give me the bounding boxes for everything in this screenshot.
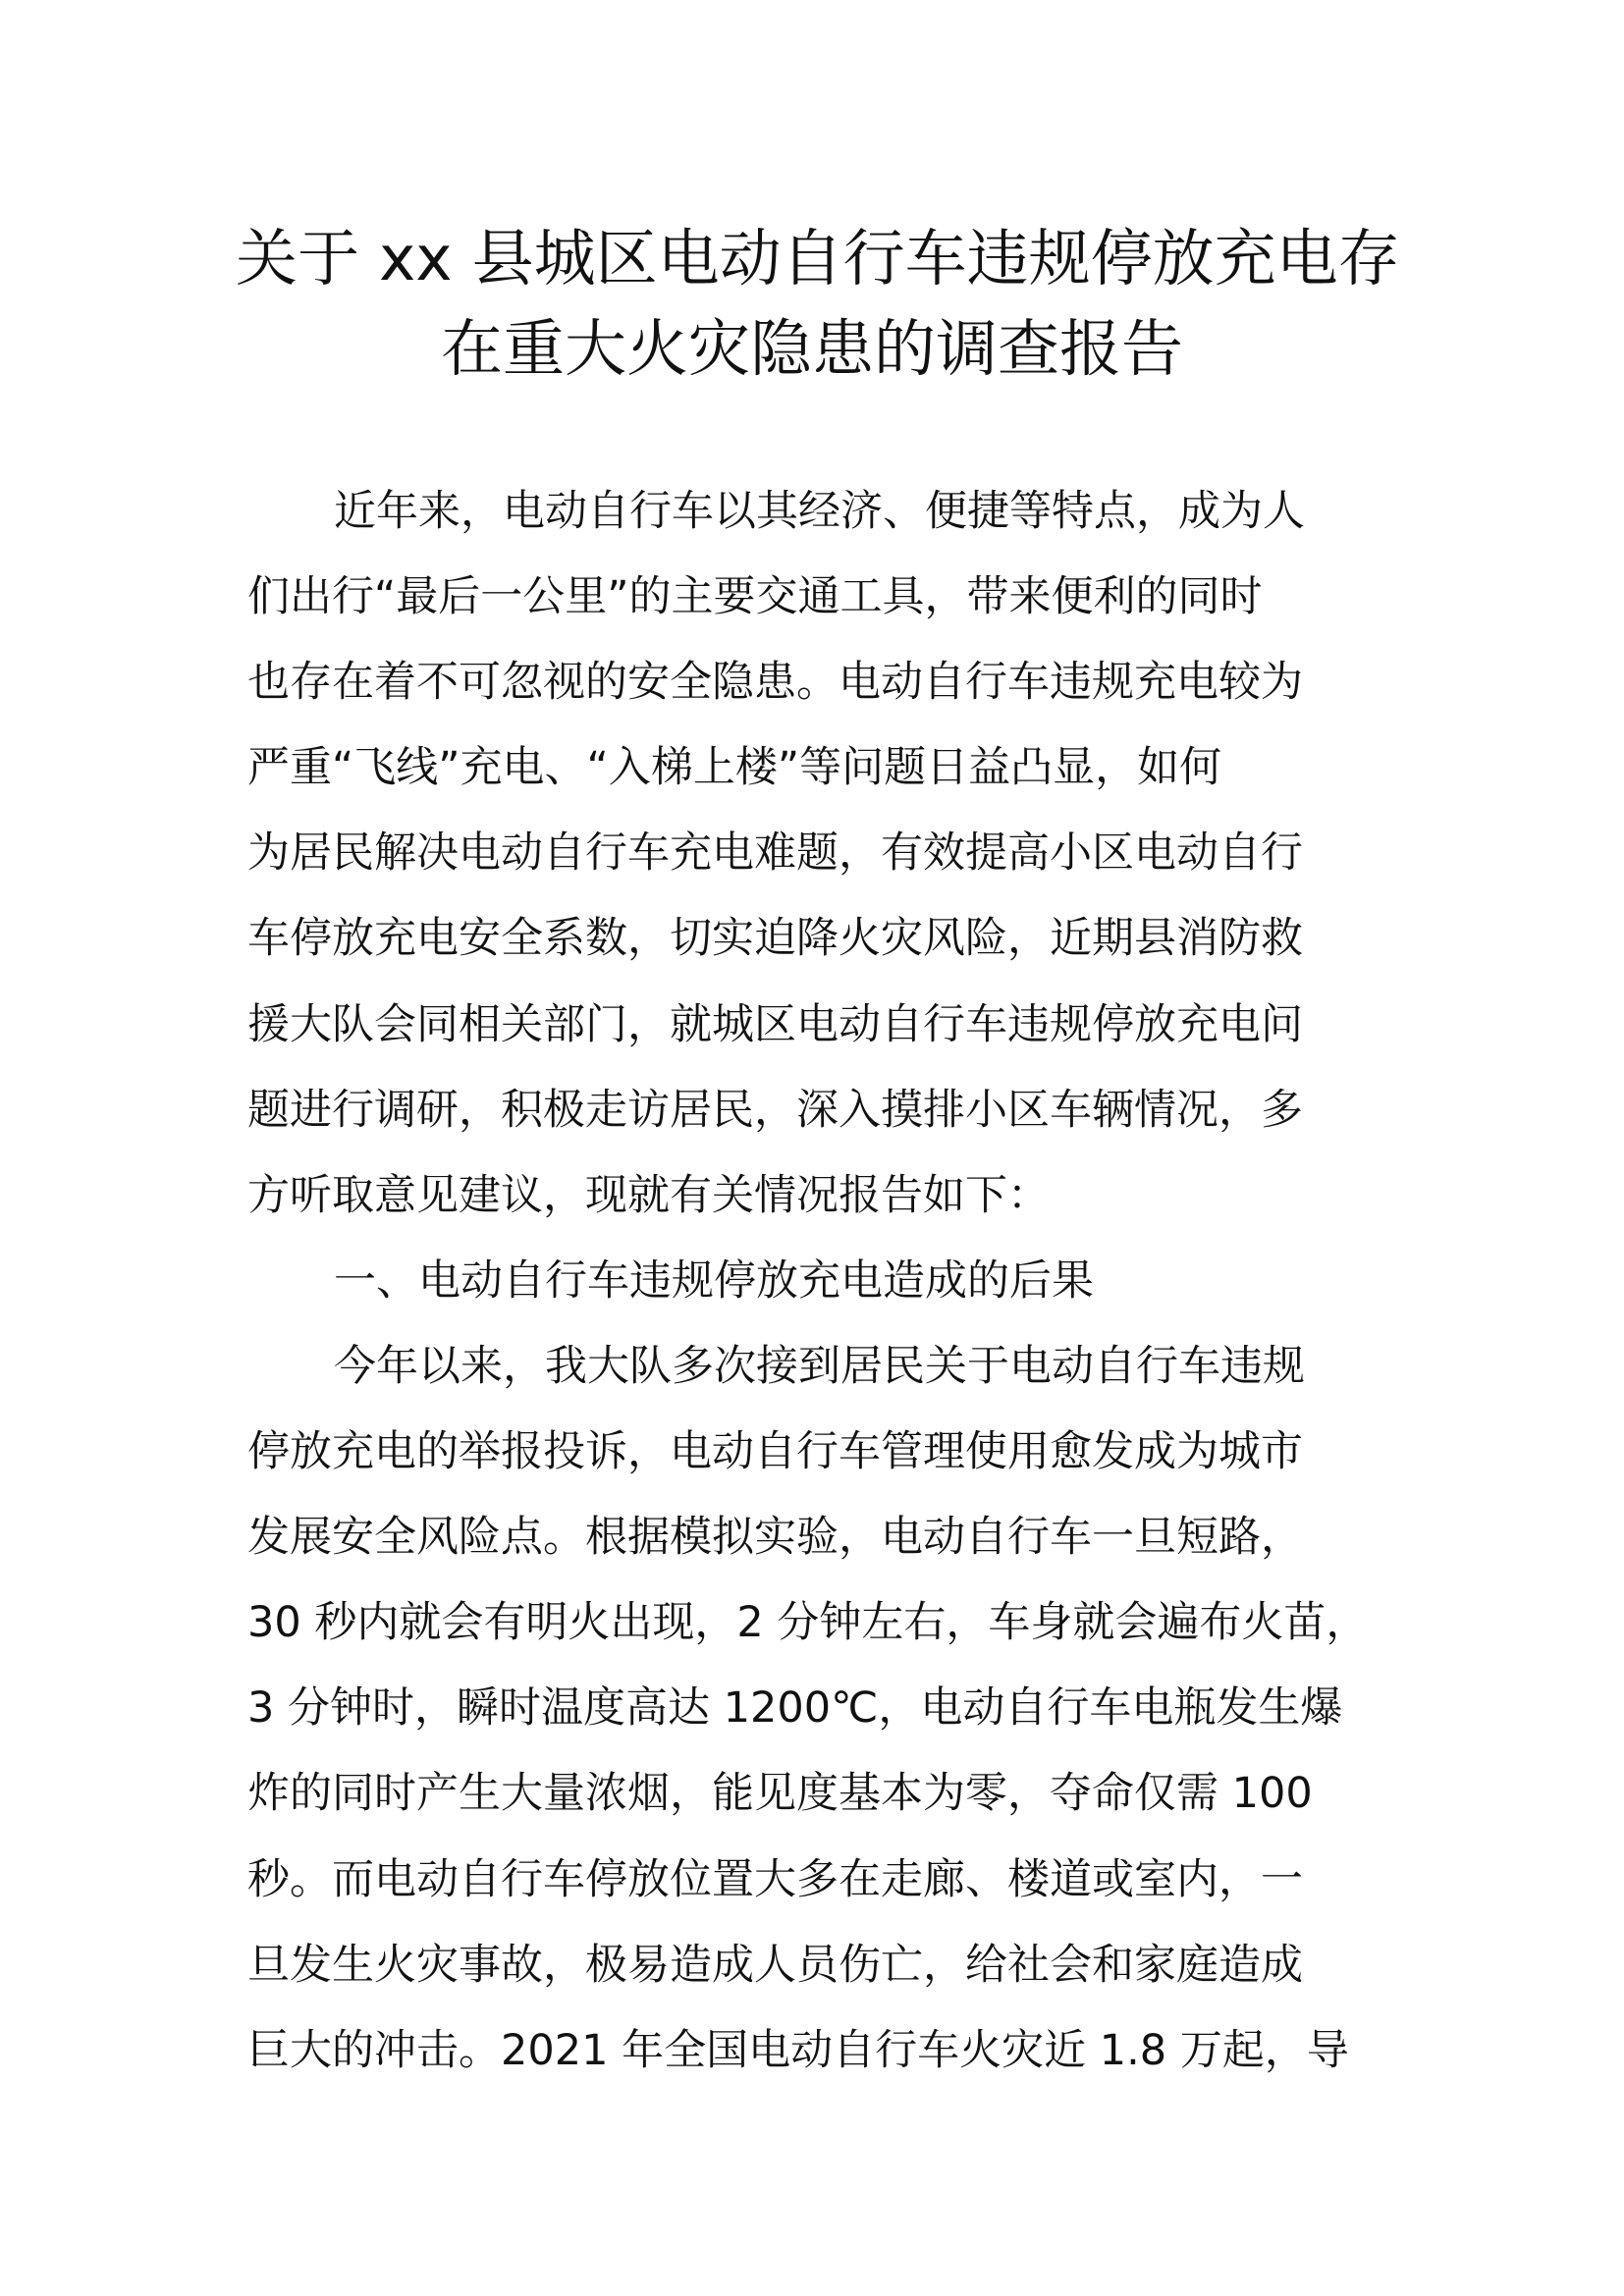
- title-line-1: 关于 xx 县城区电动自行车违规停放充电存: [236, 223, 1400, 294]
- paragraph-section-line: 发展安全风险点。根据模拟实验，电动自行车一旦短路，: [247, 1513, 1303, 1563]
- paragraph-intro-line: 方听取意见建议，现就有关情况报告如下：: [247, 1170, 1050, 1220]
- paragraph-intro-line: 近年来，电动自行车以其经济、便捷等特点，成为人: [334, 487, 1305, 536]
- paragraph-section-line: 旦发生火灾事故，极易造成人员伤亡，给社会和家庭造成: [247, 1940, 1303, 1990]
- document-title: [236, 214, 1400, 395]
- paragraph-section-line: 30 秒内就会有明火出现，2 分钟左右，车身就会遍布火苗，: [247, 1598, 1369, 1648]
- document-body: [247, 469, 1386, 2094]
- paragraph-intro-line: 也存在着不可忽视的安全隐患。电动自行车违规充电较为: [247, 658, 1303, 708]
- paragraph-section-line: 秒。而电动自行车停放位置大多在走廊、楼道或室内，一: [247, 1854, 1303, 1904]
- paragraph-intro-line: 们出行“最后一公里”的主要交通工具，带来便利的同时: [247, 572, 1263, 622]
- paragraph-section-line: 炸的同时产生大量浓烟，能见度基本为零，夺命仅需 100: [247, 1769, 1313, 1819]
- paragraph-intro-line: 车停放充电安全系数，切实迫降火灾风险，近期县消防救: [247, 914, 1303, 964]
- paragraph-section-line: 3 分钟时，瞬时温度高达 1200℃，电动自行车电瓶发生爆: [247, 1683, 1343, 1734]
- paragraph-section-line: 巨大的冲击。2021 年全国电动自行车火灾近 1.8 万起，导: [247, 2025, 1349, 2075]
- paragraph-intro-line: 题进行调研，积极走访居民，深入摸排小区车辆情况，多: [247, 1085, 1303, 1135]
- paragraph-section-line: 停放充电的举报投诉，电动自行车管理使用愈发成为城市: [247, 1427, 1303, 1477]
- title-line-2: 在重大火灾隐患的调查报告: [441, 313, 1183, 385]
- section-heading: 一、电动自行车违规停放充电造成的后果: [334, 1255, 1094, 1306]
- paragraph-section-line: 今年以来，我大队多次接到居民关于电动自行车违规: [334, 1341, 1305, 1391]
- paragraph-intro-line: 为居民解决电动自行车充电难题，有效提高小区电动自行: [247, 828, 1303, 879]
- paragraph-intro-line: 严重“飞线”充电、“入梯上楼”等问题日益凸显，如何: [247, 743, 1222, 793]
- paragraph-intro-line: 援大队会同相关部门，就城区电动自行车违规停放充电问: [247, 999, 1303, 1049]
